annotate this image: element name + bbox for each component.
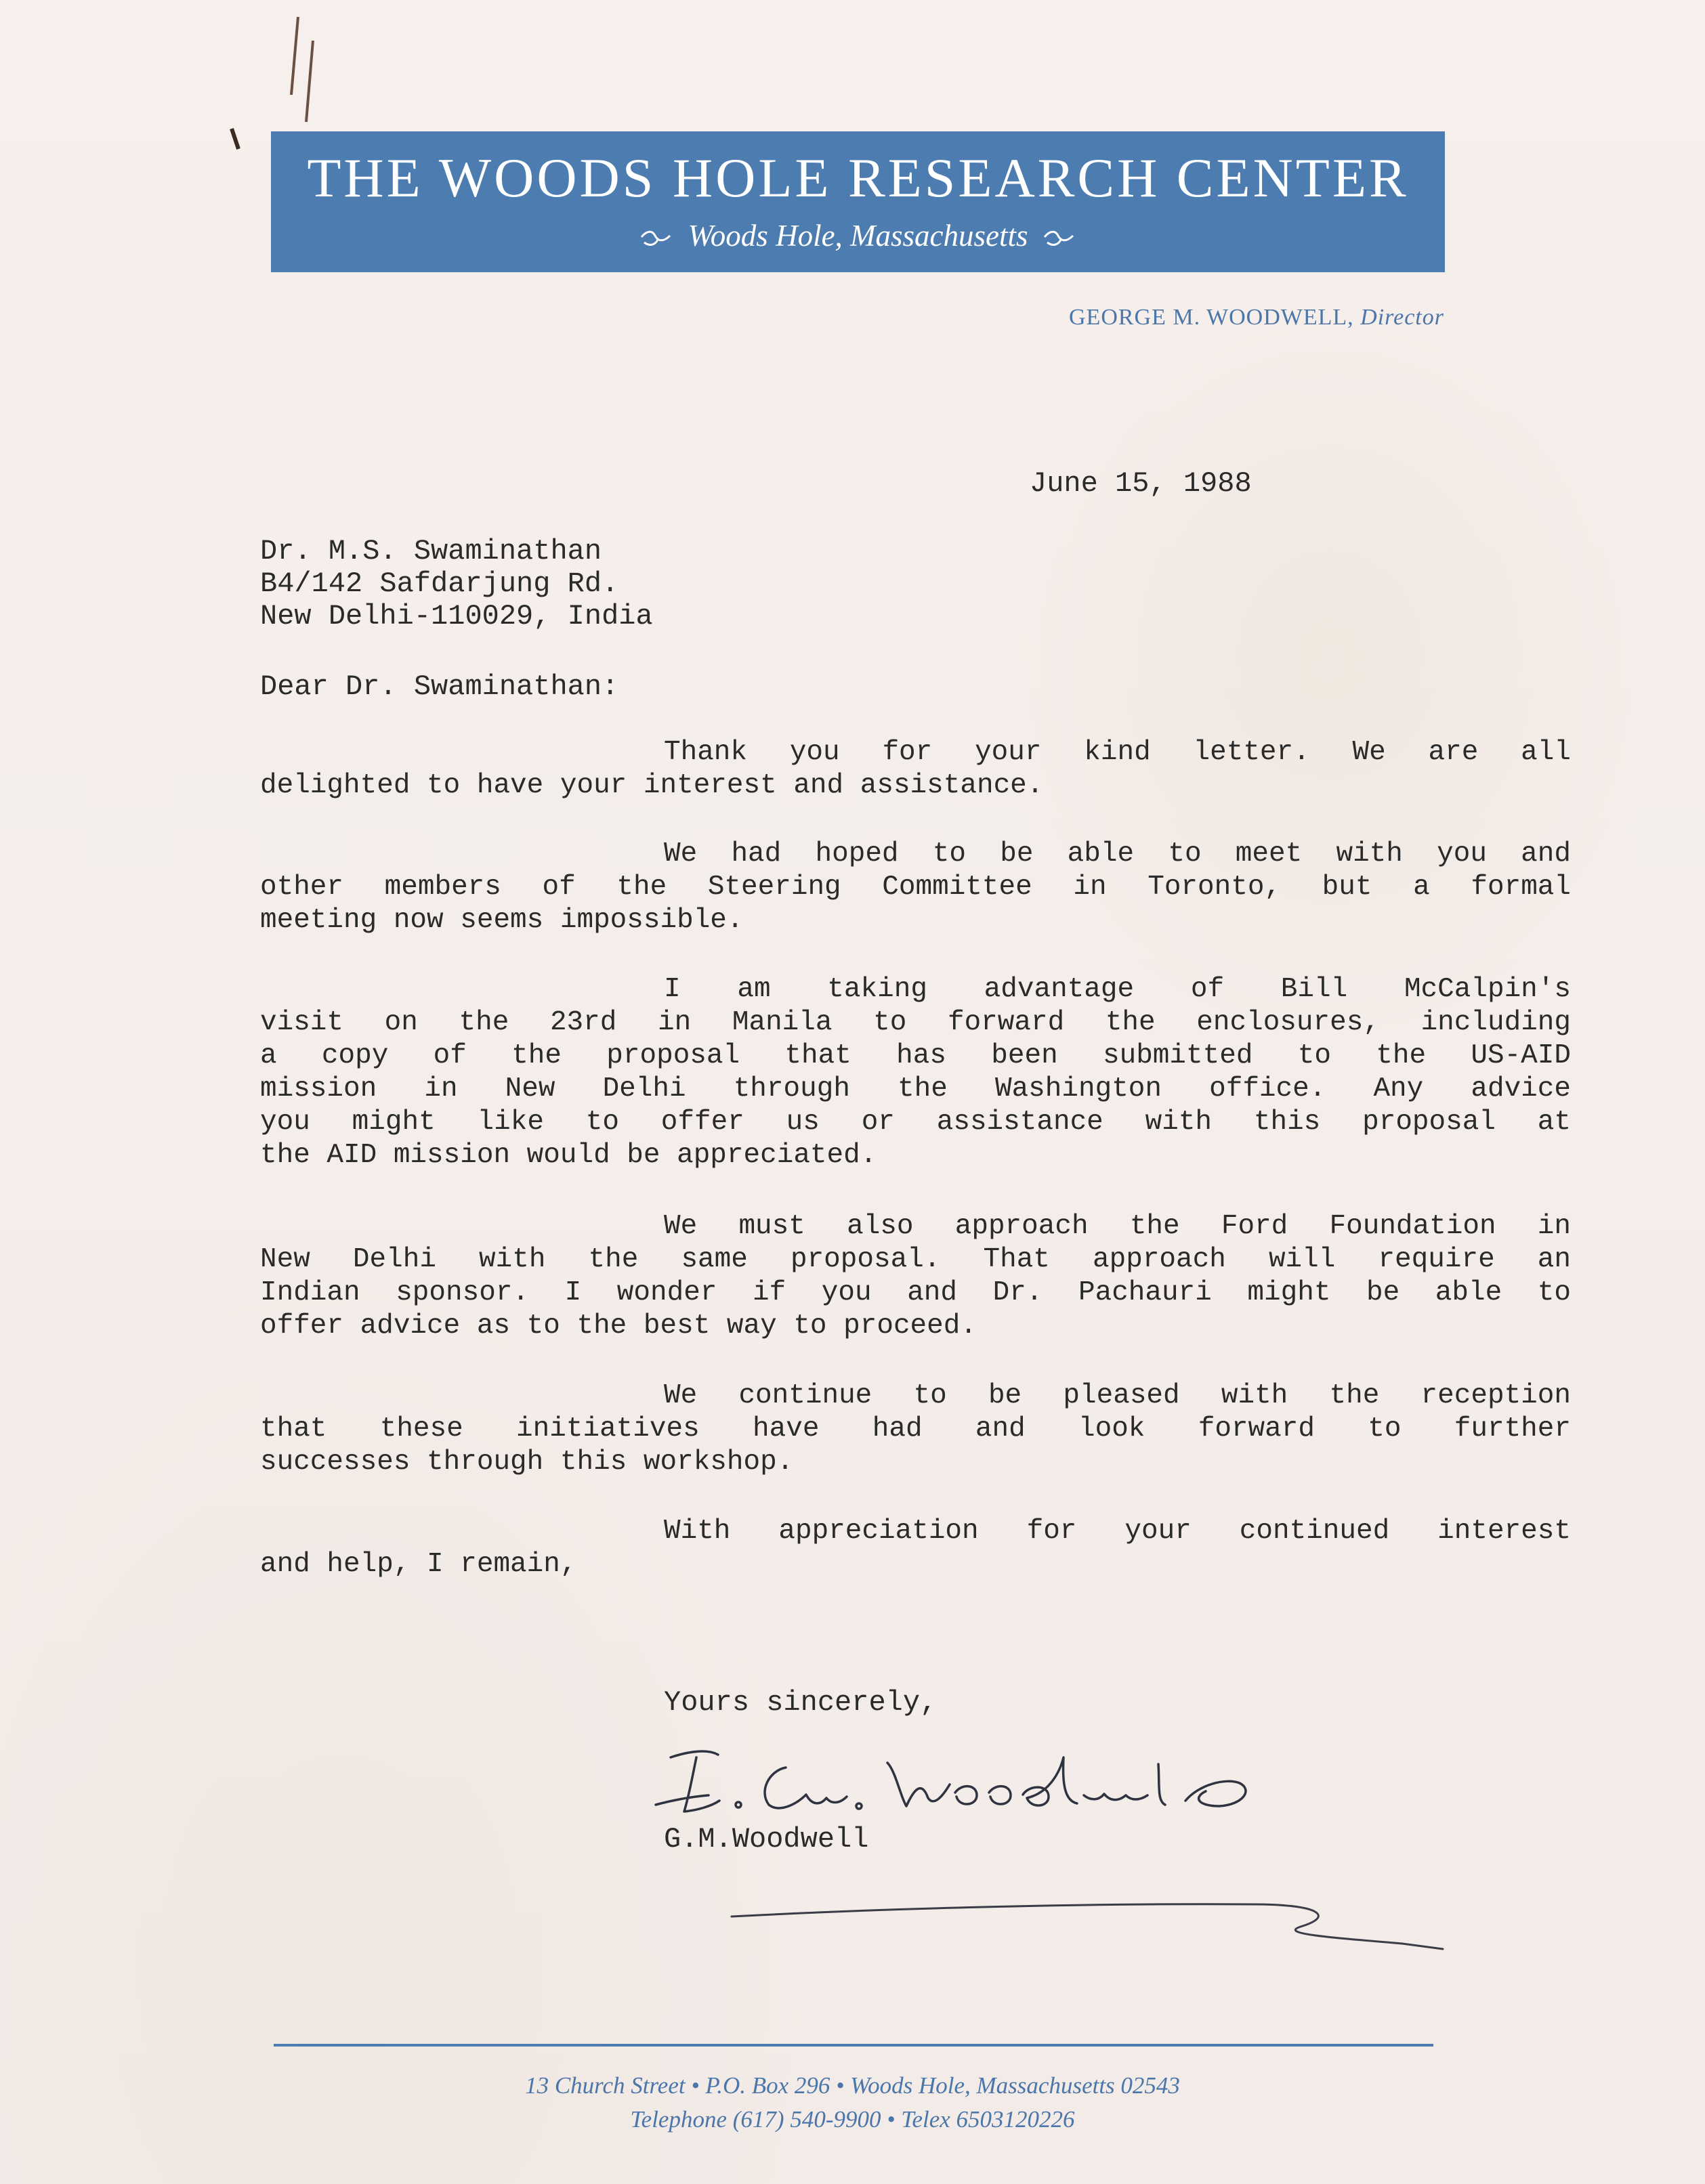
paragraph-line: mission in New Delhi through the Washington office. Any advice <box>260 1073 1571 1105</box>
paragraph-3 <box>260 973 1571 1172</box>
paragraph-line: other members of the Steering Committee in Toronto, but a formal <box>260 872 1571 903</box>
paragraph-line: I am taking advantage of Bill McCalpin's <box>664 974 1571 1005</box>
pen-underline-mark <box>725 1896 1456 1977</box>
recipient-line: New Delhi-110029, India <box>260 600 653 633</box>
footer-contact: Telephone (617) 540-9900 • Telex 6503120226 <box>630 2106 1075 2133</box>
closing: Yours sincerely, <box>664 1686 938 1719</box>
paragraph-line: We continue to be pleased with the reception <box>664 1380 1571 1411</box>
paragraph-line: Thank you for your kind letter. We are all <box>664 737 1571 768</box>
organization-location-line <box>271 218 1445 253</box>
paragraph-6 <box>260 1515 1571 1581</box>
paragraph-line: Indian sponsor. I wonder if you and Dr. Pachauri might be able to <box>260 1277 1571 1308</box>
signer-name: G.M.Woodwell <box>664 1823 869 1856</box>
handwritten-signature <box>644 1730 1287 1832</box>
paragraph-line: successes through this workshop. <box>260 1447 794 1478</box>
paragraph-line: We must also approach the Ford Foundation in <box>664 1211 1571 1242</box>
paragraph-line: a copy of the proposal that has been submitted to the US-AID <box>260 1040 1571 1071</box>
paragraph-4 <box>260 1210 1571 1343</box>
paragraph-2 <box>260 838 1571 937</box>
left-flourish-icon <box>640 230 673 248</box>
paragraph-line: and help, I remain, <box>260 1549 577 1580</box>
letterhead-banner <box>271 131 1445 272</box>
recipient-line: Dr. M.S. Swaminathan <box>260 535 602 568</box>
paragraph-line: New Delhi with the same proposal. That approach will require an <box>260 1244 1571 1275</box>
recipient-line: B4/142 Safdarjung Rd. <box>260 568 619 600</box>
paragraph-line: the AID mission would be appreciated. <box>260 1140 877 1171</box>
director-name: GEORGE M. WOODWELL, <box>1069 305 1354 330</box>
organization-location: Woods Hole, Massachusetts <box>688 219 1028 253</box>
paragraph-line: With appreciation for your continued interest <box>664 1516 1571 1547</box>
paragraph-5 <box>260 1379 1571 1479</box>
director-title: Director <box>1360 305 1444 330</box>
letter-date: June 15, 1988 <box>1030 467 1252 500</box>
paragraph-line: meeting now seems impossible. <box>260 905 744 936</box>
paragraph-line: delighted to have your interest and assistance. <box>260 770 1044 801</box>
recipient-address <box>260 535 653 633</box>
paragraph-1 <box>260 736 1571 802</box>
footer-rule <box>274 2044 1433 2047</box>
paragraph-line: that these initiatives have had and look forward to further <box>260 1413 1571 1444</box>
director-line <box>1069 305 1444 330</box>
organization-name: THE WOODS HOLE RESEARCH CENTER <box>307 147 1409 209</box>
footer-address: 13 Church Street • P.O. Box 296 • Woods Hole, Massachusetts 02543 <box>525 2072 1180 2099</box>
paragraph-line: visit on the 23rd in Manila to forward the enclosures, including <box>260 1007 1571 1038</box>
paragraph-line: offer advice as to the best way to proceed. <box>260 1310 977 1342</box>
right-flourish-icon <box>1043 230 1076 248</box>
salutation: Dear Dr. Swaminathan: <box>260 670 619 703</box>
paragraph-line: you might like to offer us or assistance with this proposal at <box>260 1107 1571 1138</box>
paragraph-line: We had hoped to be able to meet with you and <box>664 838 1571 870</box>
